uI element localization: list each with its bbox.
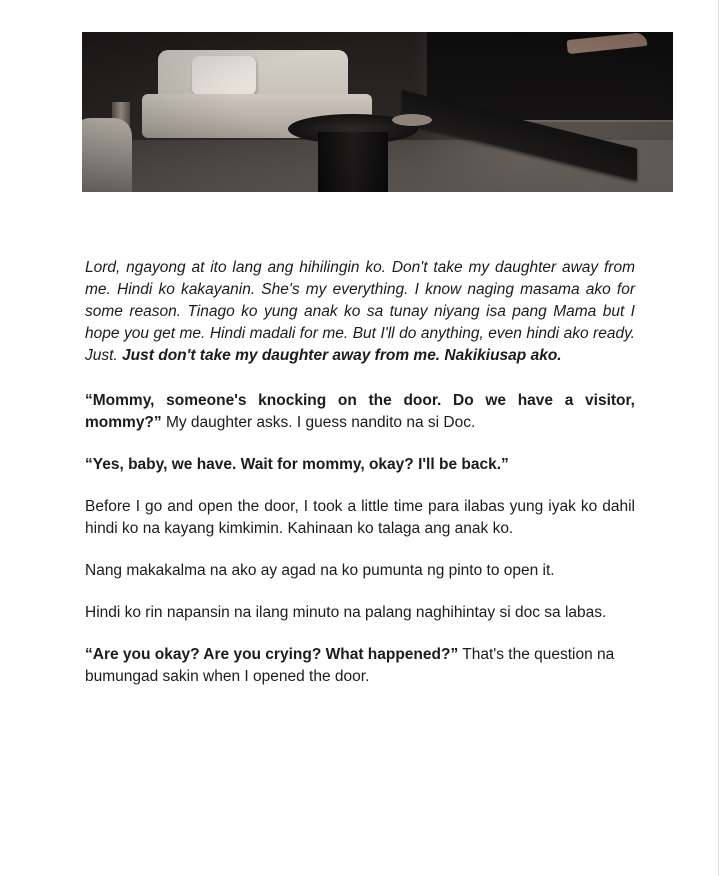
paragraph <box>85 644 635 688</box>
living-room-photo <box>82 32 673 192</box>
paragraph-text: My daughter asks. I guess nandito na si Doc. <box>161 414 476 431</box>
dialogue-line: “Are you okay? Are you crying? What happened?” <box>85 646 459 663</box>
paragraph <box>85 560 635 582</box>
paragraph-text: Before I go and open the door, I took a little time para ilabas yung iyak ko dahil hindi ko na kayang kimkimin. Kahinaan ko talaga ang anak ko. <box>85 498 635 537</box>
paragraph-emphasis: Just don't take my daughter away from me. Nakikiusap ako. <box>122 347 562 364</box>
dialogue-line: “Yes, baby, we have. Wait for mommy, okay? I'll be back.” <box>85 456 509 473</box>
paragraph <box>85 257 635 367</box>
paragraph-text: Nang makakalma na ako ay agad na ko pumunta ng pinto to open it. <box>85 562 555 579</box>
paragraph-text: That's the question na bumungad sakin when I opened the door. <box>85 646 615 685</box>
paragraph <box>85 496 635 540</box>
paragraph <box>85 602 635 624</box>
paragraph-text: Lord, ngayong at ito lang ang hihilingin ko. Don't take my daughter away from me. Hindi ko kakayanin. She's my everything. I know naging masama ako for some reason. Tinago ko yung anak ko sa tunay niyang isa pang Mama but I hope you get me. Hindi madali for me. But I'll do anything, even hindi ako ready. Just. <box>85 259 635 364</box>
dialogue-line: “Mommy, someone's knocking on the door. Do we have a visitor, mommy?” <box>85 392 635 431</box>
paragraph <box>85 390 635 434</box>
story-text <box>85 257 635 708</box>
paragraph-text: Hindi ko rin napansin na ilang minuto na palang naghihintay si doc sa labas. <box>85 604 607 621</box>
paragraph <box>85 454 635 476</box>
